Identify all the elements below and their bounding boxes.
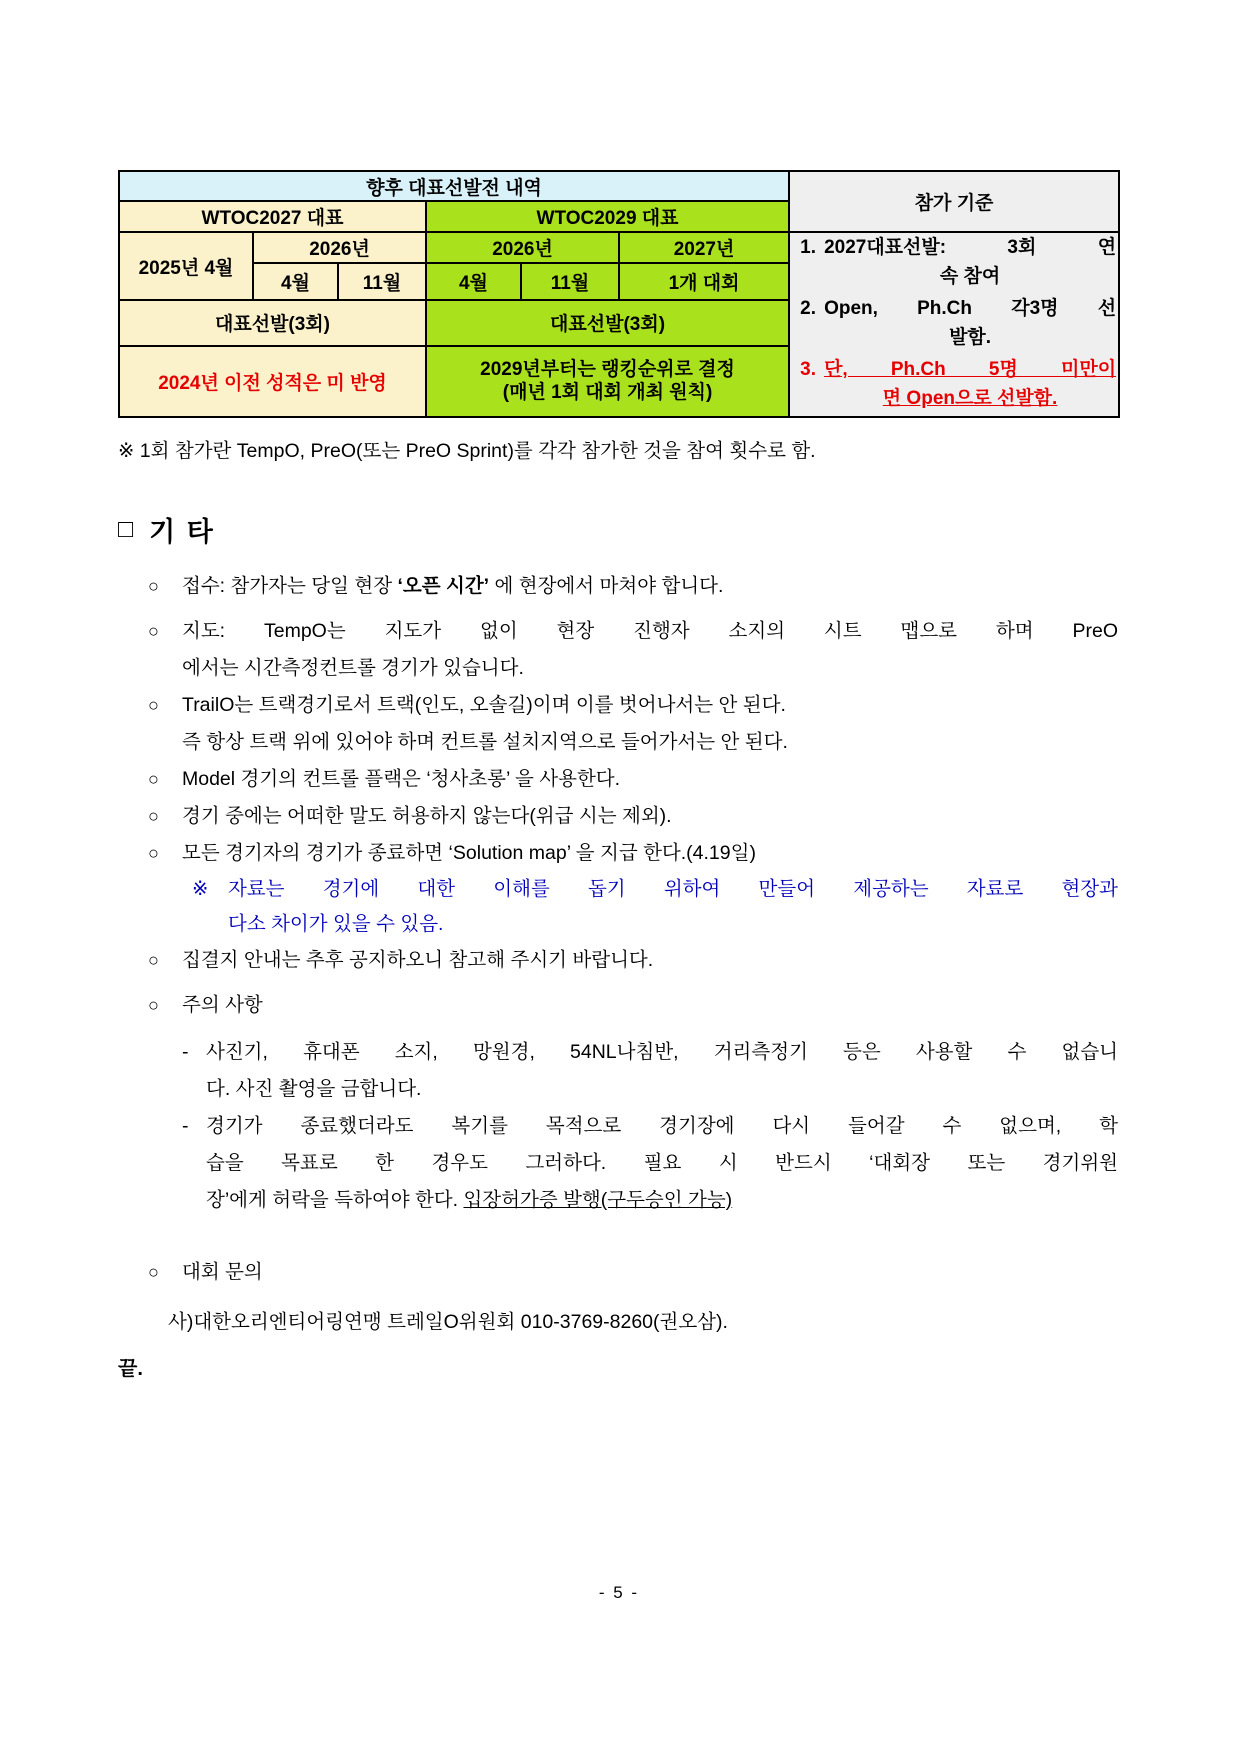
bullet-no-talking [148, 798, 1118, 835]
bullet-reception [148, 568, 1118, 605]
wtoc2029-header-cell: WTOC2029 대표 [426, 201, 789, 232]
bullet-text: Model 경기의 컨트롤 플랙은 ‘청사초롱’ 을 사용한다. [182, 768, 621, 790]
criteria-body-cell [789, 232, 1119, 417]
bullet-text: 모든 경기자의 경기가 종료하면 ‘Solution map’ 을 지급 한다.(4.19일) [182, 842, 756, 864]
criteria-item-text: 단, Ph.Ch 5명 미만이 면 Open으로 선발함. [824, 359, 1117, 409]
bullet-inquiry [148, 1254, 1118, 1291]
circle-bullet-marker: ○ [148, 995, 159, 1015]
circle-bullet-marker: ○ [148, 621, 159, 641]
wtoc2027-april-cell: 4월 [253, 263, 338, 300]
dash-marker: - [182, 1115, 189, 1137]
bullet-solution-map [148, 835, 1118, 872]
wtoc2029-note-line2: (매년 1회 대회 개최 원칙) [502, 382, 713, 404]
wtoc2027-note-cell: 2024년 이전 성적은 미 반영 [119, 346, 426, 417]
bullet-text: TrailO는 트랙경기로서 트랙(인도, 오솔길)이며 이를 벗어나서는 안 된다. 즉 항상 트랙 위에 있어야 하며 컨트롤 설치지역으로 들어가서는 안 된다. [182, 694, 788, 753]
criteria-item-text: Open, Ph.Ch 각3명 선 발함. [824, 298, 1117, 348]
bullet-text: 경기 중에는 어떠한 말도 허용하지 않는다(위급 시는 제외). [182, 805, 672, 827]
bullet-model [148, 761, 1118, 798]
wtoc2029-year2026-cell: 2026년 [426, 232, 619, 263]
criteria-item-number: 1. [800, 237, 816, 258]
open-time-bold: ‘오픈 시간’ [397, 575, 490, 597]
criteria-item-number: 2. [800, 298, 816, 319]
table-row [119, 232, 1119, 263]
wtoc2027-november-cell: 11월 [338, 263, 426, 300]
wtoc2027-header-cell: WTOC2027 대표 [119, 201, 426, 232]
selection-schedule-table [118, 170, 1120, 418]
section-title-label: 기 타 [149, 516, 215, 547]
bullet-text: 주의 사항 [182, 994, 263, 1016]
wtoc2029-note-line1: 2029년부터는 랭킹순위로 결정 [480, 359, 735, 381]
criteria-item-text: 2027대표선발: 3회 연 속 참여 [824, 237, 1117, 287]
wtoc2027-year2026-cell: 2026년 [253, 232, 426, 263]
page-number: - 5 - [598, 1583, 640, 1602]
bullet-text: 지도: TempO는 지도가 없이 현장 진행자 소지의 시트 맵으로 하며 PreO 에서는 시간측정컨트롤 경기가 있습니다. [182, 620, 1118, 679]
bullet-text: 집결지 안내는 추후 공지하오니 참고해 주시기 바랍니다. [182, 949, 654, 971]
bullet-caution [148, 987, 1118, 1024]
criteria-header-cell: 참가 기준 [789, 171, 1119, 232]
document-end-mark: 끝. [118, 1358, 143, 1380]
criteria-item-number: 3. [800, 359, 816, 380]
blue-disclaimer-note [192, 872, 1118, 942]
circle-bullet-marker: ○ [148, 576, 159, 596]
note-text: 자료는 경기에 대한 이해를 돕기 위하여 만들어 제공하는 자료로 현장과 다소 차이가 있을 수 있음. [228, 878, 1118, 935]
dash-item-text: 경기가 종료했더라도 복기를 목적으로 경기장에 다시 들어갈 수 없으며, 학 습을 목표로 한 경우도 그러하다. 필요 시 반드시 ‘대회장 또는 경기위원 장’에게 허락을 득하여야 한다. 입장허가증 발행(구두승인 가능) [206, 1115, 1118, 1211]
dash-marker: - [182, 1041, 189, 1063]
wtoc2029-note-cell [426, 346, 789, 417]
wtoc2027-selection-cell: 대표선발(3회) [119, 300, 426, 345]
bullet-list [118, 568, 1118, 1341]
dash-item-text: 사진기, 휴대폰 소지, 망원경, 54NL나침반, 거리측정기 등은 사용할 수 없습니 다. 사진 촬영을 금합니다. [206, 1041, 1118, 1100]
circle-bullet-marker: ○ [148, 769, 159, 789]
wtoc2029-selection-cell: 대표선발(3회) [426, 300, 789, 345]
wtoc2029-year2027-cell: 2027년 [619, 232, 789, 263]
table-footnote: ※ 1회 참가란 TempO, PreO(또는 PreO Sprint)를 각각 참가한 것을 참여 횟수로 함. [118, 440, 816, 462]
circle-bullet-marker: ○ [148, 695, 159, 715]
bullet-text: 접수: 참가자는 당일 현장 ‘오픈 시간’ 에 현장에서 마쳐야 합니다. [182, 575, 724, 597]
circle-bullet-marker: ○ [148, 1262, 159, 1282]
criteria-item-2 [792, 294, 1116, 352]
bullet-trailo [148, 687, 1118, 761]
table-row [119, 171, 1119, 201]
criteria-item-3 [792, 355, 1116, 413]
section-title [118, 510, 1118, 548]
square-marker: □ [118, 514, 136, 543]
wtoc2029-april-cell: 4월 [426, 263, 521, 300]
bullet-map [148, 613, 1118, 687]
caution-item-devices [182, 1034, 1118, 1108]
wtoc2029-one-event-cell: 1개 대회 [619, 263, 789, 300]
wtoc2027-first-event-cell: 2025년 4월 [119, 232, 253, 300]
bullet-text: 대회 문의 [182, 1261, 263, 1283]
caution-item-reentry [182, 1108, 1118, 1219]
circle-bullet-marker: ○ [148, 843, 159, 863]
entry-permit-underlined: 입장허가증 발행(구두승인 가능) [463, 1189, 733, 1211]
table-title-cell: 향후 대표선발전 내역 [119, 171, 789, 201]
circle-bullet-marker: ○ [148, 806, 159, 826]
circle-bullet-marker: ○ [148, 950, 159, 970]
contact-line: 사)대한오리엔티어링연맹 트레일O위원회 010-3769-8260(권오삼). [168, 1311, 728, 1333]
bullet-assembly [148, 942, 1118, 979]
note-marker: ※ [192, 878, 209, 900]
wtoc2029-november-cell: 11월 [521, 263, 619, 300]
criteria-item-1 [792, 233, 1116, 291]
